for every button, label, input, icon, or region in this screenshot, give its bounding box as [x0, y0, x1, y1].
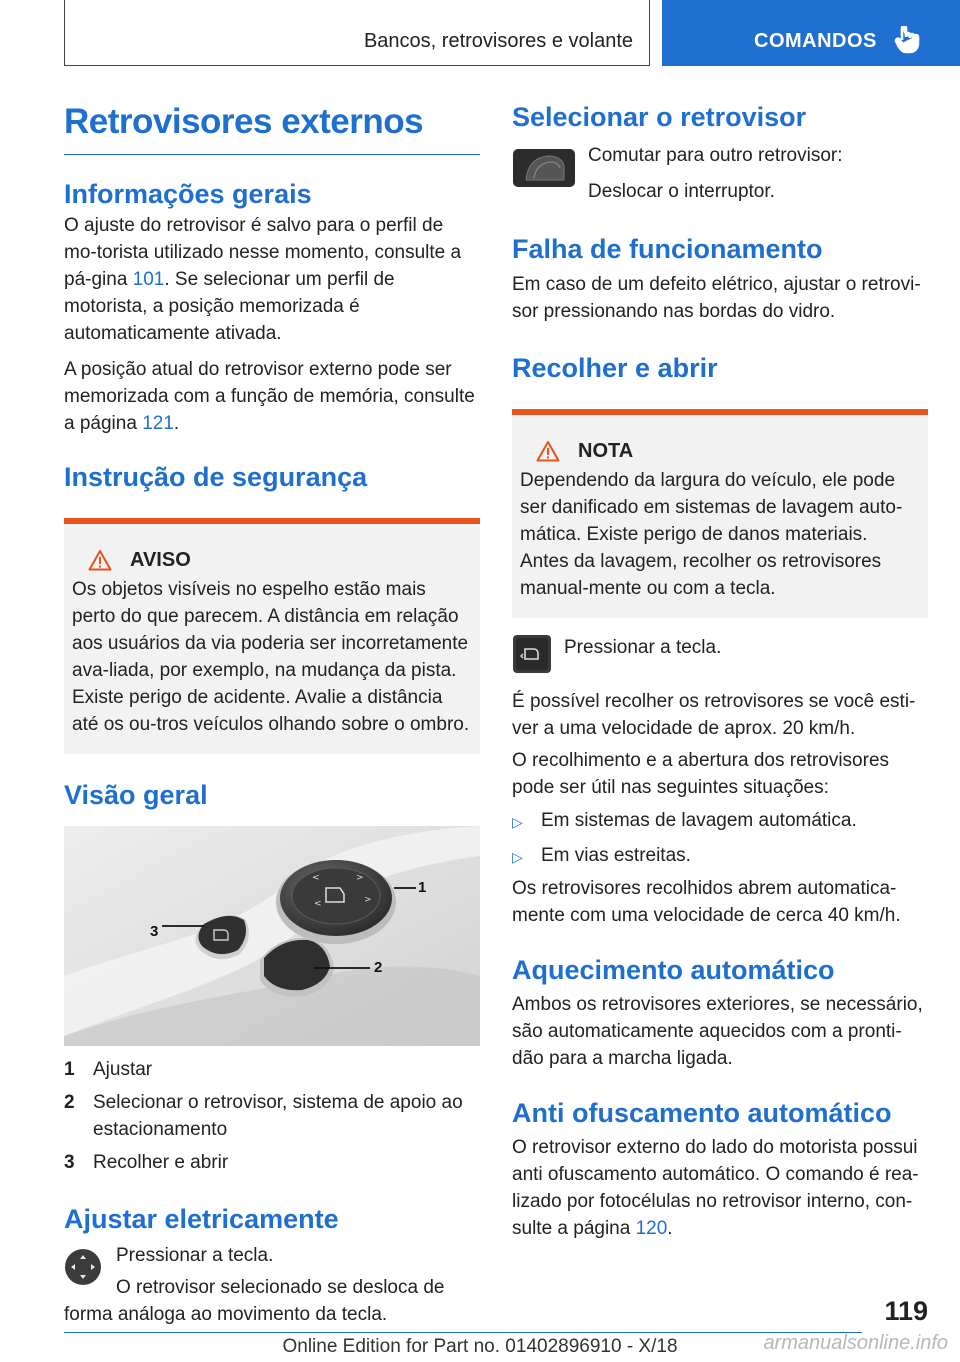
page-link-121[interactable]: 121 [142, 413, 174, 434]
warning-block [64, 518, 480, 754]
mirror-fold-button-icon [512, 634, 552, 674]
note-block [512, 409, 928, 618]
anti-dazzle-heading: Anti ofuscamento automático [512, 1098, 892, 1128]
fold-press-text: Pressionar a tecla. [564, 637, 722, 658]
select-text-2: Deslocar o interruptor. [588, 181, 775, 202]
fail-text: Em caso de um defeito elétrico, ajustar o retrovi-sor pressionando nas bordas do vidro. [512, 274, 921, 322]
svg-text:>: > [364, 895, 372, 905]
list-item: ▷ Em vias estreitas. [512, 842, 928, 871]
page-link-101[interactable]: 101 [132, 269, 165, 290]
fold-paragraph-3: Os retrovisores recolhidos abrem automatica-mente com uma velocidade de cerca 40 km/h. [512, 878, 901, 926]
anti-dazzle-text: O retrovisor externo do lado do motorista possui anti ofuscamento automático. O comando é rea-lizado por fotocélulas no retrovisor interno, con-sulte a página 120. [512, 1137, 919, 1239]
select-heading: Selecionar o retrovisor [512, 102, 807, 132]
header-tab-comandos[interactable] [662, 0, 960, 66]
page-title: Retrovisores externos [64, 100, 480, 155]
warning-title [72, 546, 472, 574]
fold-paragraph-1: É possível recolher os retrovisores se você esti-ver a uma velocidade de aprox. 20 km/h. [512, 691, 916, 739]
footer-edition: Online Edition for Part no. 01402896910 - X/18 [282, 1336, 678, 1357]
header-section-title: Bancos, retrovisores e volante [363, 30, 633, 52]
adjust-heading: Ajustar eletricamente [64, 1204, 339, 1234]
legend-item: 3 Recolher e abrir [64, 1152, 229, 1173]
fail-heading: Falha de funcionamento [512, 234, 823, 264]
overview-heading: Visão geral [64, 780, 208, 810]
callout-2: 2 [374, 959, 383, 976]
heating-text: Ambos os retrovisores exteriores, se necessário, são automaticamente aquecidos com a pronti-dão para a marcha ligada. [512, 994, 923, 1069]
note-text: Dependendo da largura do veículo, ele pode ser danificado em sistemas de lavagem auto-mática. Existe perigo de danos materiais. Antes da lavagem, recolher os retrovisores manual-mente ou com a tecla. [520, 470, 903, 599]
svg-text:<: < [314, 899, 322, 909]
legend-list [64, 1056, 480, 1176]
fold-paragraph-2: O recolhimento e a abertura dos retrovisores pode ser útil nas seguintes situações: [512, 750, 890, 798]
select-text-1: Comutar para outro retrovisor: [588, 145, 843, 166]
page-number: 119 [884, 1296, 928, 1326]
svg-text:<: < [312, 873, 320, 883]
callout-3: 3 [150, 923, 159, 940]
adjust-press-text: Pressionar a tecla. [116, 1245, 274, 1266]
fold-heading: Recolher e abrir [512, 353, 718, 383]
mirror-select-switch-icon [512, 148, 576, 188]
page-link-120[interactable]: 120 [635, 1218, 668, 1239]
heating-heading: Aquecimento automático [512, 955, 835, 985]
bullet-triangle-icon: ▷ [512, 849, 523, 865]
callout-1: 1 [418, 879, 427, 896]
right-column [512, 100, 928, 1242]
left-column [64, 100, 480, 1328]
header-tab-label: COMANDOS [754, 30, 877, 52]
pointing-hand-icon [894, 26, 920, 54]
info-paragraph-1: O ajuste do retrovisor é salvo para o perfil de mo-torista utilizado nesse momento, consulte a pá-gina 101. Se selecionar um perfil de motorista, a posição memorizada é automaticamente ativada. [64, 215, 462, 344]
info-heading: Informações gerais [64, 179, 312, 209]
info-paragraph-2: A posição atual do retrovisor externo pode ser memorizada com a função de memória, consulte a página 121. [64, 359, 475, 434]
note-title [520, 437, 920, 465]
list-item: ▷ Em sistemas de lavagem automática. [512, 807, 928, 836]
footer-watermark: armanualsonline.info [763, 1332, 948, 1354]
footer-divider [64, 1332, 862, 1333]
legend-item: 2 Selecionar o retrovisor, sistema de apoio ao estacionamento [64, 1092, 463, 1140]
svg-text:>: > [356, 873, 364, 883]
note-label: NOTA [578, 440, 634, 462]
door-controls-photo [64, 826, 480, 1046]
fold-button-row [512, 634, 928, 674]
warning-triangle-icon [88, 549, 112, 571]
header-section-box [64, 0, 650, 66]
fold-situations-list [512, 807, 928, 871]
select-block [512, 142, 928, 205]
bullet-triangle-icon: ▷ [512, 814, 523, 830]
warning-text: Os objetos visíveis no espelho estão mais perto do que parecem. A distância em relação aos usuários da via poderia ser incorretamente ava-liada, por exemplo, na mudança da pista. Existe perigo de acidente. Avalie a distância até os ou-tros veículos olhando sobre o ombro. [72, 579, 470, 735]
adjust-block [64, 1242, 480, 1328]
warning-label: AVISO [130, 549, 191, 571]
adjust-description: O retrovisor selecionado se desloca de forma análoga ao movimento da tecla. [64, 1277, 445, 1325]
caution-triangle-icon [536, 440, 560, 462]
safety-heading: Instrução de segurança [64, 462, 368, 492]
mirror-adjust-button-icon [64, 1248, 102, 1286]
legend-item: 1 Ajustar [64, 1059, 153, 1080]
